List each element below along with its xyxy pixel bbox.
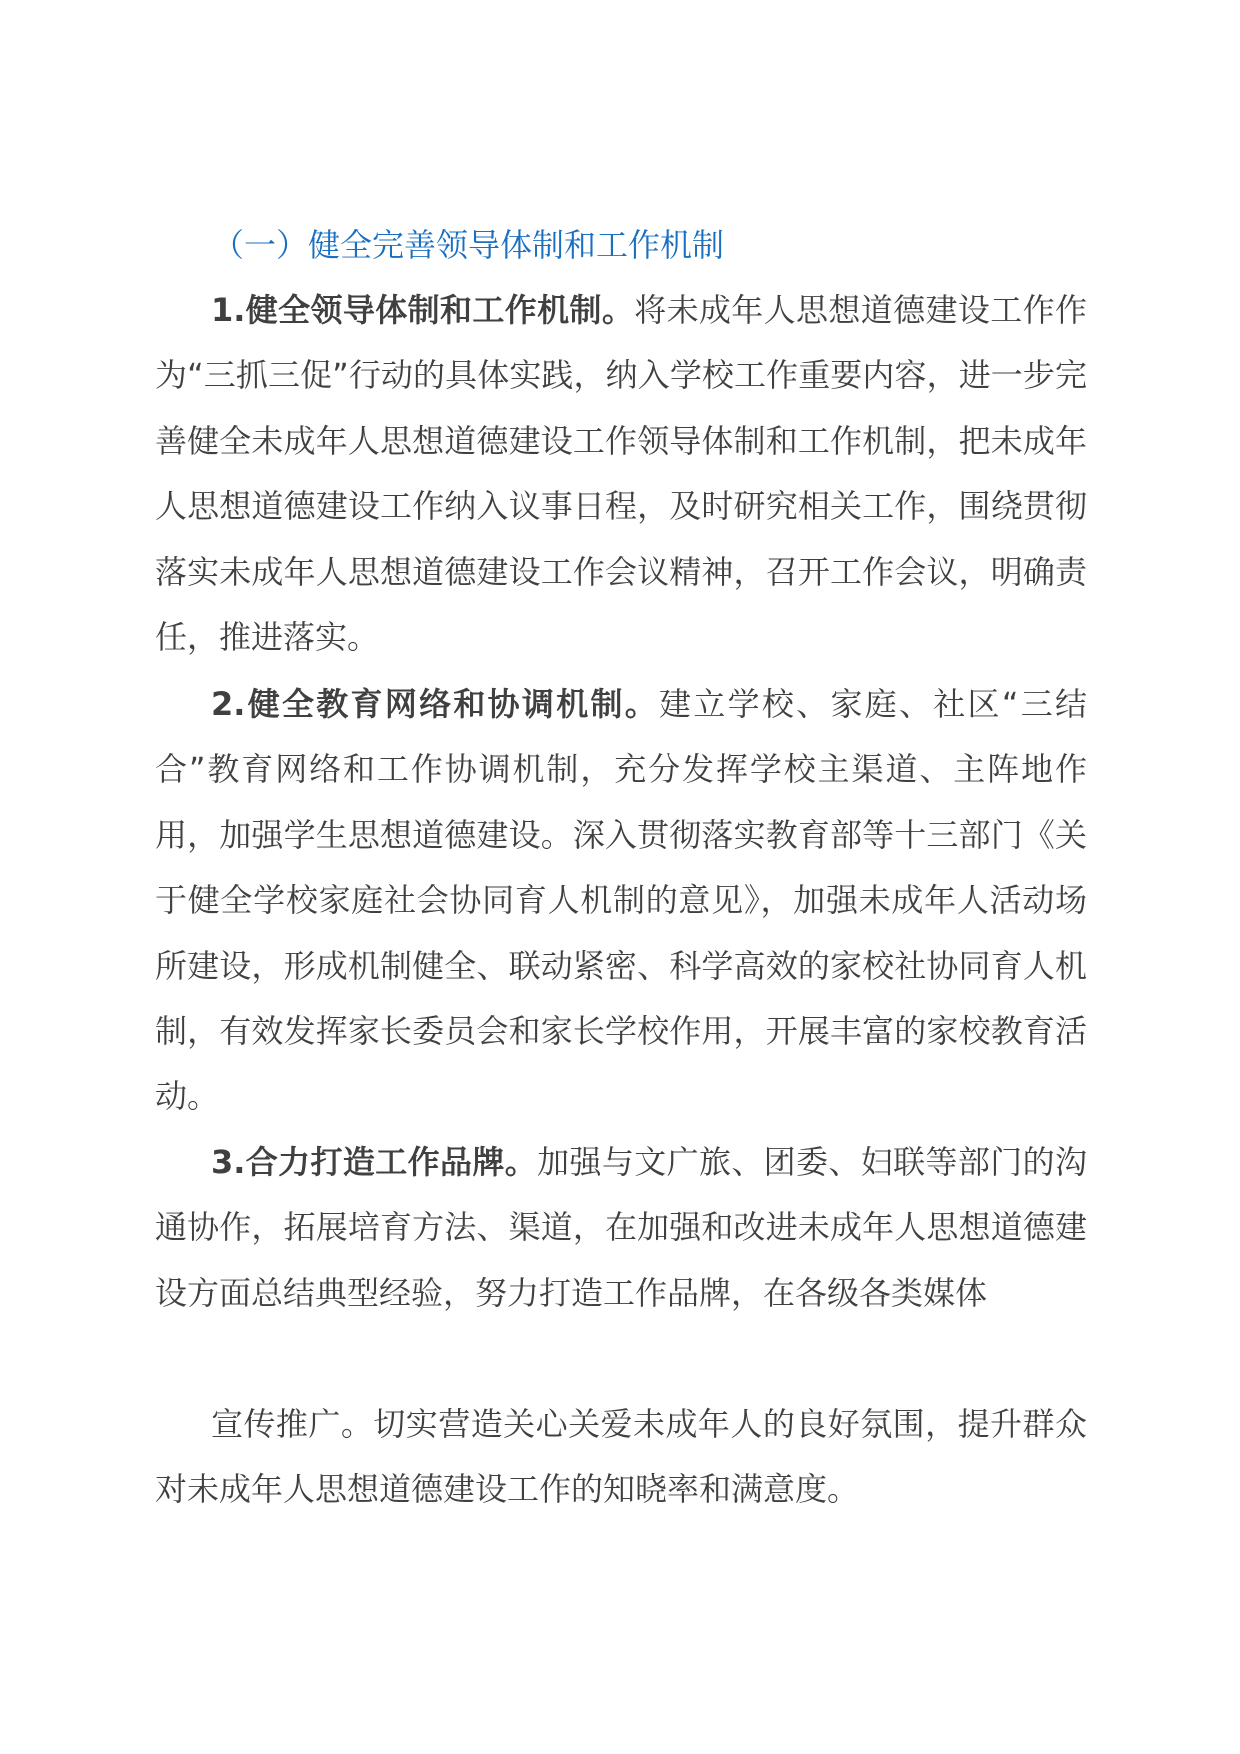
paragraph-3 bbox=[155, 1130, 1087, 1326]
paragraph-3-lead: 3.合力打造工作品牌。 bbox=[211, 1143, 538, 1181]
paragraph-1-lead: 1.健全领导体制和工作机制。 bbox=[211, 291, 635, 329]
section-heading: （一）健全完善领导体制和工作机制 bbox=[212, 226, 725, 264]
paragraph-2-text: 建立学校、家庭、社区“三结合”教育网络和工作协调机制，充分发挥学校主渠道、主阵地作用，加强学生思想道德建设。深入贯彻落实教育部等十三部门《关于健全学校家庭社会协同育人机制的意见》，加强未成年人活动场所建设，形成机制健全、联动紧密、科学高效的家校社协同育人机制，有效发挥家长委员会和家长学校作用，开展丰富的家校教育活动。 bbox=[155, 685, 1087, 1116]
paragraph-4 bbox=[155, 1392, 1087, 1523]
paragraph-3-text: 加强与文广旅、团委、妇联等部门的沟通协作，拓展培育方法、渠道，在加强和改进未成年人思想道德建设方面总结典型经验，努力打造工作品牌，在各级各类媒体 bbox=[155, 1143, 1087, 1312]
paragraph-2-lead: 2.健全教育网络和协调机制。 bbox=[211, 685, 660, 723]
paragraph-1-text: 将未成年人思想道德建设工作作为“三抓三促”行动的具体实践，纳入学校工作重要内容，进一步完善健全未成年人思想道德建设工作领导体制和工作机制，把未成年人思想道德建设工作纳入议事日程，及时研究相关工作，围绕贯彻落实未成年人思想道德建设工作会议精神，召开工作会议，明确责任，推进落实。 bbox=[155, 291, 1087, 657]
paragraph-2 bbox=[155, 672, 1087, 1130]
paragraph-1 bbox=[155, 278, 1087, 670]
paragraph-4-text: 宣传推广。切实营造关心关爱未成年人的良好氛围，提升群众对未成年人思想道德建设工作的知晓率和满意度。 bbox=[155, 1405, 1087, 1509]
